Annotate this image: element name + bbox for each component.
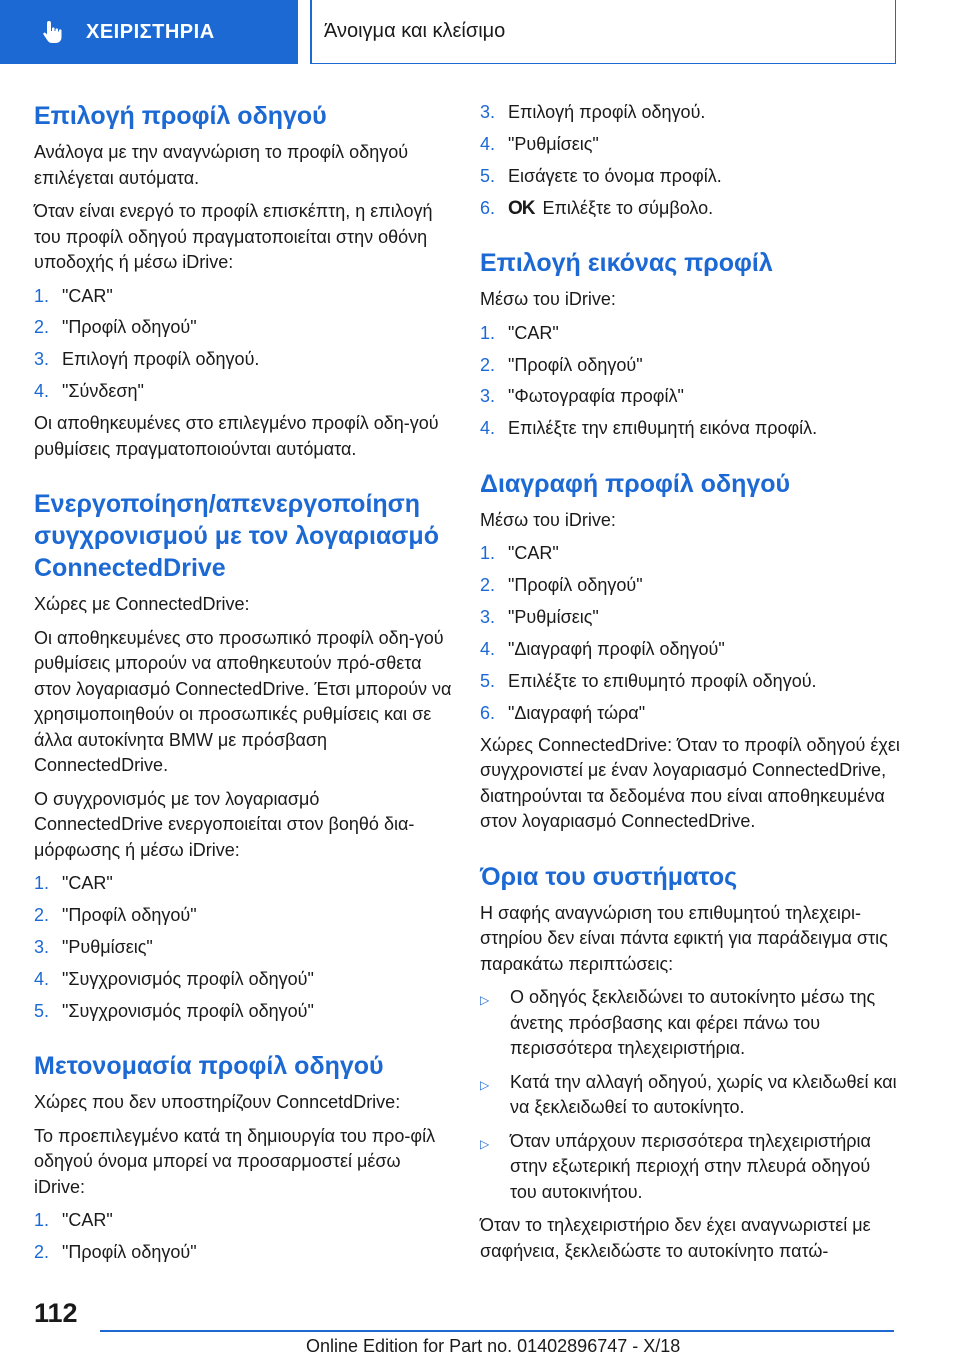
list-item: 2. "Προφίλ οδηγού" xyxy=(34,1242,197,1263)
list-item: 1. "CAR" xyxy=(34,873,113,894)
hand-pointer-icon xyxy=(40,19,66,45)
list-item: 1. "CAR" xyxy=(34,285,113,306)
heading-system-limits: Όρια του συστήματος xyxy=(480,862,738,891)
list-item: 6. OK Επιλέξτε το σύμβολο. xyxy=(480,197,714,219)
heading-profile-picture: Επιλογή εικόνας προφίλ xyxy=(480,249,773,278)
list-item: 1. "CAR" xyxy=(34,1210,113,1231)
list-item: ▷ Κατά την αλλαγή οδηγού, χωρίς να κλειδωθεί και να ξεκλειδωθεί το αυτοκίνητο. xyxy=(480,1070,900,1121)
list-item: 3. Επιλογή προφίλ οδηγού. xyxy=(480,102,706,122)
triangle-bullet-icon: ▷ xyxy=(480,1136,490,1151)
heading-delete-profile: Διαγραφή προφίλ οδηγού xyxy=(480,469,791,498)
steps-sync xyxy=(34,871,452,1024)
heading-rename-profile: Μετονομασία προφίλ οδηγού xyxy=(34,1052,384,1081)
heading-select-driver-profile: Επιλογή προφίλ οδηγού xyxy=(34,102,327,130)
paragraph: Μέσω του iDrive: xyxy=(480,289,616,310)
steps-delete-profile xyxy=(480,541,900,726)
list-item: 4. "Συγχρονισμός προφίλ οδηγού" xyxy=(34,968,314,989)
footer-divider xyxy=(100,1330,894,1332)
page-number: 112 xyxy=(34,1298,78,1328)
paragraph: Όταν το τηλεχειριστήριο δεν έχει αναγνωριστεί με σαφήνεια, ξεκλειδώστε το αυτοκίνητο πατώ- xyxy=(480,1215,871,1261)
triangle-bullet-icon: ▷ xyxy=(480,993,490,1008)
section-title: Άνοιγμα και κλείσιμο xyxy=(324,20,506,42)
right-column xyxy=(480,100,900,1272)
list-item: 1. "CAR" xyxy=(480,322,559,343)
list-item: 5. "Συγχρονισμός προφίλ οδηγού" xyxy=(34,1000,314,1021)
list-item: 2. "Προφίλ οδηγού" xyxy=(480,354,643,375)
list-item: 2. "Προφίλ οδηγού" xyxy=(34,317,197,338)
paragraph: Οι αποθηκευμένες στο προσωπικό προφίλ οδη-γού ρυθμίσεις μπορούν να αποθηκευτούν πρό-σθετα στον λογαριασμό ConnectedDrive. Έτσι μπορούν να χρησιμοποιηθούν οι προσωπικές ρυθμίσεις και σε άλλα αυτοκίνητα BMW με πρόσβαση ConnectedDrive. xyxy=(34,627,452,776)
list-item: 5. Επιλέξτε το επιθυμητό προφίλ οδηγού. xyxy=(480,670,817,691)
paragraph: Χώρες με ConnectedDrive: xyxy=(34,594,250,615)
triangle-bullet-icon: ▷ xyxy=(480,1077,490,1092)
list-item: ▷ Όταν υπάρχουν περισσότερα τηλεχειριστήρια στην εξωτερική περιοχή στην πλευρά οδηγού του αυτοκινήτου. xyxy=(480,1129,900,1206)
left-column xyxy=(34,100,452,1272)
chapter-tab[interactable] xyxy=(0,0,298,64)
list-item: 4. "Διαγραφή προφίλ οδηγού" xyxy=(480,639,725,660)
ok-symbol-icon: OK xyxy=(508,197,535,219)
list-item: 4. "Σύνδεση" xyxy=(34,381,144,402)
paragraph: Χώρες ConnectedDrive: Όταν το προφίλ οδηγού έχει συγχρονιστεί με έναν λογαριασμό ConnectedDrive, διατηρούνται τα δεδομένα που είναι αποθηκευμένα στον λογαριασμό ConnectedDrive. xyxy=(480,734,900,832)
paragraph: Μέσω του iDrive: xyxy=(480,509,616,530)
list-item: 6. "Διαγραφή τώρα" xyxy=(480,702,646,723)
page-header xyxy=(0,0,960,66)
list-item: 3. "Ρυθμίσεις" xyxy=(34,936,153,957)
list-item: 3. Επιλογή προφίλ οδηγού. xyxy=(34,349,260,370)
limits-bullet-list xyxy=(480,985,900,1205)
list-item: 2. "Προφίλ οδηγού" xyxy=(480,575,643,596)
chapter-title: ΧΕΙΡΙΣΤΗΡΙΑ xyxy=(86,20,215,43)
steps-rename-continued xyxy=(480,100,900,221)
paragraph: Ανάλογα με την αναγνώριση το προφίλ οδηγού επιλέγεται αυτόματα. xyxy=(34,142,409,188)
paragraph: Το προεπιλεγμένο κατά τη δημιουργία του προ-φίλ οδηγού όνομα μπορεί να προσαρμοστεί μέσω iDrive: xyxy=(34,1125,436,1197)
list-item: 3. "Ρυθμίσεις" xyxy=(480,607,599,628)
steps-select-profile xyxy=(34,284,452,405)
paragraph: Ο συγχρονισμός με τον λογαριασμό ConnectedDrive ενεργοποιείται στον βοηθό δια-μόρφωσης ή μέσω iDrive: xyxy=(34,788,415,860)
paragraph: Η σαφής αναγνώριση του επιθυμητού τηλεχειρι-στηρίου δεν είναι πάντα εφικτή για παράδειγμα στις παρακάτω περιπτώσεις: xyxy=(480,902,888,974)
list-item: 3. "Φωτογραφία προφίλ" xyxy=(480,386,684,407)
paragraph: Χώρες που δεν υποστηρίζουν ConncetdDrive: xyxy=(34,1092,401,1113)
steps-rename xyxy=(34,1208,452,1265)
heading-sync-connecteddrive: Ενεργοποίηση/απενεργοποίηση συγχρονισμού με τον λογαριασμό ConnectedDrive xyxy=(34,490,439,583)
list-item: 4. Επιλέξτε την επιθυμητή εικόνα προφίλ. xyxy=(480,418,818,439)
list-item: 5. Εισάγετε το όνομα προφίλ. xyxy=(480,165,722,186)
edition-text: Online Edition for Part no. 01402896747 - X/18 xyxy=(306,1336,681,1356)
list-item: 1. "CAR" xyxy=(480,543,559,564)
steps-profile-picture xyxy=(480,321,900,442)
list-item: 2. "Προφίλ οδηγού" xyxy=(34,904,197,925)
section-header xyxy=(310,0,896,64)
list-item: ▷ Ο οδηγός ξεκλειδώνει το αυτοκίνητο μέσω της άνετης πρόσβασης και φέρει πάνω του περισσότερα τηλεχειριστήρια. xyxy=(480,985,900,1062)
paragraph: Όταν είναι ενεργό το προφίλ επισκέπτη, η επιλογή του προφίλ οδηγού πραγματοποιείται στην οθόνη υποδοχής ή μέσω iDrive: xyxy=(34,201,433,272)
paragraph: Οι αποθηκευμένες στο επιλεγμένο προφίλ οδη-γού ρυθμίσεις πραγματοποιούνται αυτόματα. xyxy=(34,413,439,459)
list-item: 4. "Ρυθμίσεις" xyxy=(480,133,599,154)
